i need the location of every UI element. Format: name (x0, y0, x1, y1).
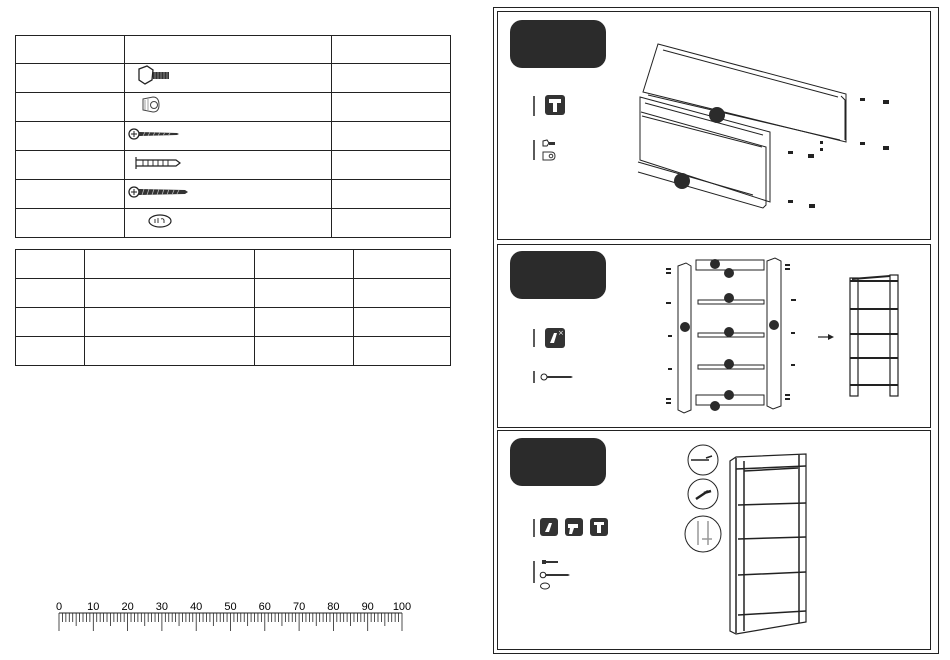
ruler-label: 20 (121, 601, 134, 613)
cam-lock-icon (543, 152, 555, 160)
step-3-illustration (498, 431, 930, 649)
table-row (16, 279, 451, 308)
ruler-ticks (59, 613, 402, 631)
table-row (16, 151, 451, 180)
wall-anchor-icon (133, 154, 183, 172)
hex-bolt-icon (137, 65, 177, 87)
ruler-labels (56, 601, 411, 613)
hammer-icon (590, 518, 608, 536)
hole-cap-icon (147, 212, 177, 230)
long-screw-icon (540, 572, 570, 578)
cam-lock-icon (139, 94, 169, 116)
wood-screw-icon (127, 126, 183, 142)
step-2-illustration (498, 245, 930, 427)
ruler-label: 30 (155, 601, 169, 613)
svg-text:×: × (558, 329, 564, 337)
hardware-table (15, 35, 451, 238)
ruler-label: 80 (327, 601, 340, 613)
hex-bolt-icon (543, 140, 555, 146)
hammer-icon (545, 95, 565, 115)
hole-cap-icon (541, 583, 550, 589)
screwdriver-icon (540, 518, 558, 536)
table-row (16, 337, 451, 366)
step-2-panel (497, 244, 931, 428)
drill-icon (565, 518, 583, 536)
table-row (16, 180, 451, 209)
table-row (16, 64, 451, 93)
ruler-label: 90 (361, 601, 374, 613)
step-1-illustration (498, 12, 930, 239)
table-row (16, 93, 451, 122)
table-row (16, 250, 451, 279)
ruler-label: 0 (55, 601, 63, 613)
table-row (16, 308, 451, 337)
measuring-ruler (55, 600, 415, 636)
table-row (16, 122, 451, 151)
table-row (16, 209, 451, 238)
screwdriver-icon (545, 328, 565, 348)
nail-icon (542, 560, 558, 564)
ruler-label: 70 (292, 601, 306, 613)
step-3-panel (497, 430, 931, 650)
ruler-label: 60 (258, 601, 271, 613)
ruler-label: 10 (87, 601, 100, 613)
table-row (16, 36, 451, 64)
step-1-panel (497, 11, 931, 240)
ruler-label: 100 (392, 601, 412, 613)
ruler-label: 40 (190, 601, 203, 613)
long-screw-icon (127, 184, 191, 200)
wood-screw-icon (541, 374, 573, 380)
ruler-label: 50 (224, 601, 237, 613)
tools-table (15, 249, 451, 366)
